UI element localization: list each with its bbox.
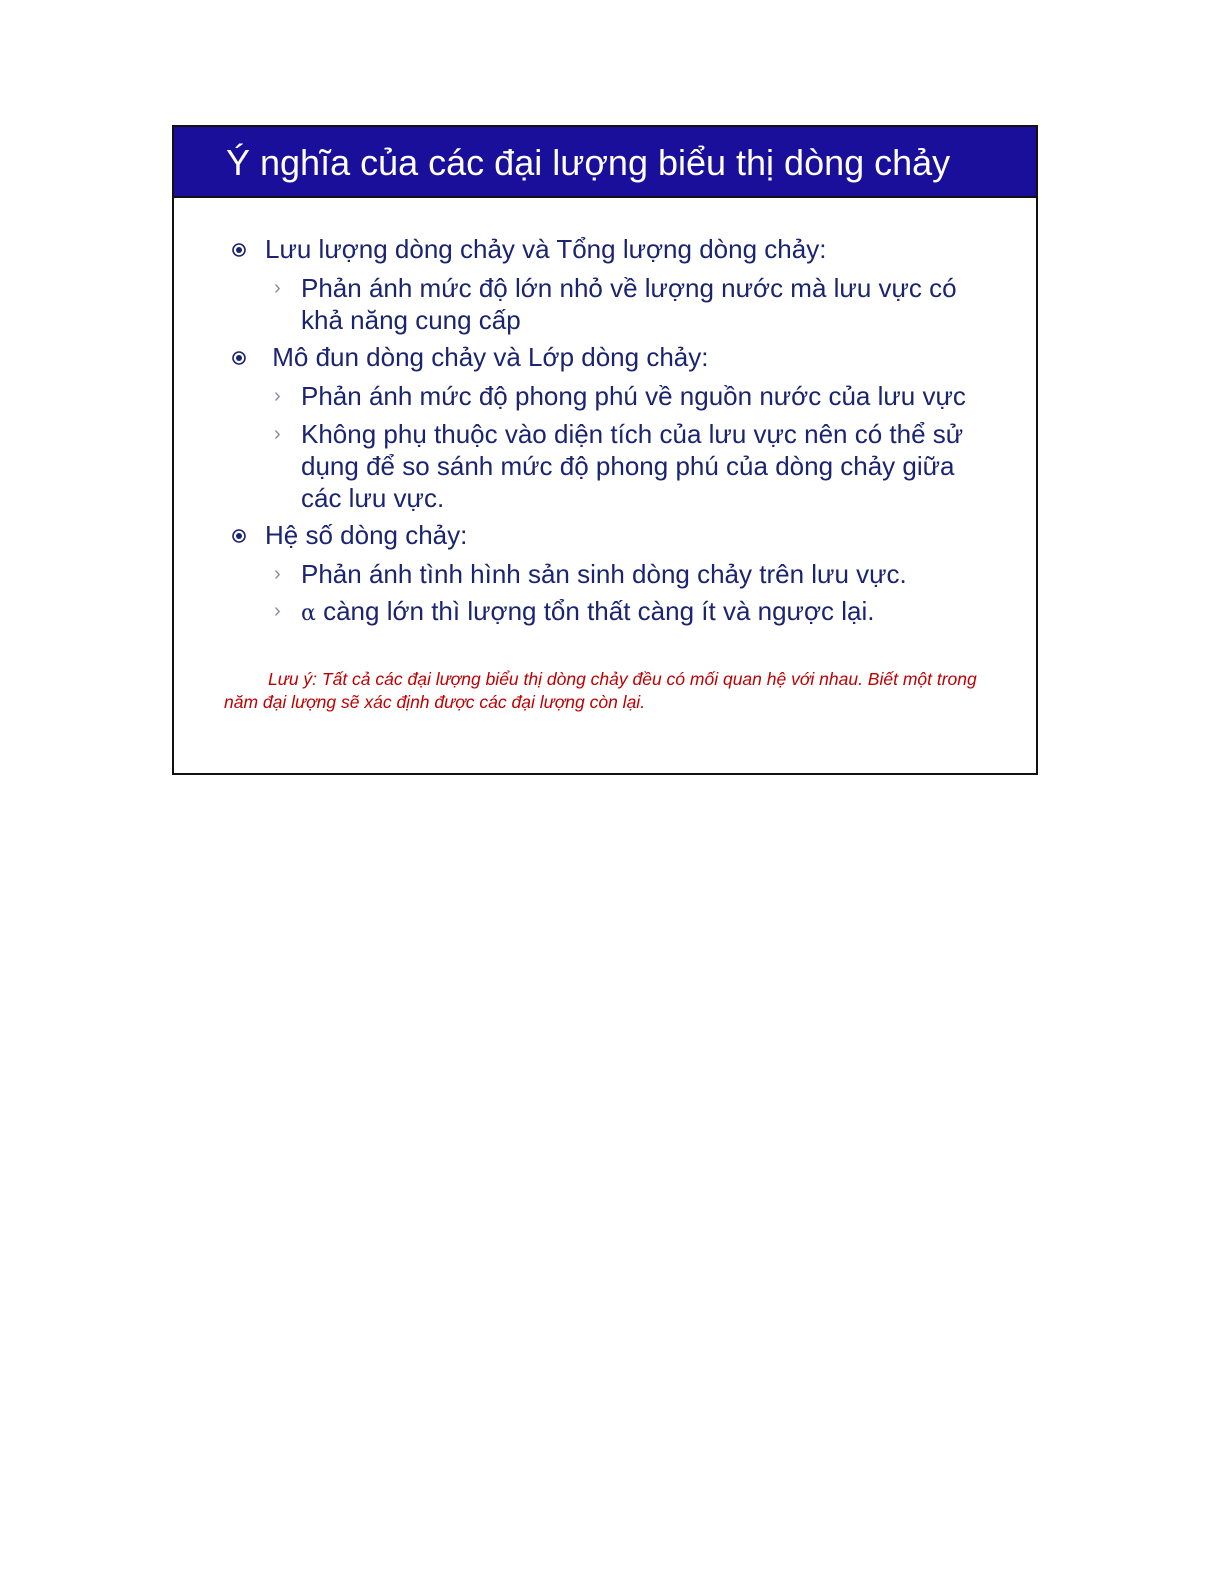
chevron-right-icon: › bbox=[274, 563, 281, 585]
chevron-right-icon: › bbox=[274, 423, 281, 445]
circled-dot-icon bbox=[231, 242, 247, 258]
sub-bullet-item bbox=[301, 595, 1001, 630]
sub-bullet-item: Phản ánh mức độ phong phú về nguồn nước của lưu vực bbox=[301, 381, 966, 411]
slide-title: Ý nghĩa của các đại lượng biểu thị dòng chảy bbox=[226, 142, 951, 183]
alpha-symbol: α bbox=[301, 601, 316, 626]
chevron-right-icon: › bbox=[274, 277, 281, 299]
note-text: Lưu ý: Tất cả các đại lượng biểu thị dòng chảy đều có mối quan hệ với nhau. Biết một trong năm đại lượng sẽ xác định được các đại lượng còn lại. bbox=[224, 669, 977, 712]
bullet-item: Lưu lượng dòng chảy và Tổng lượng dòng chảy: bbox=[265, 234, 827, 264]
sub-bullet-item: Phản ánh tình hình sản sinh dòng chảy trên lưu vực. bbox=[301, 559, 907, 589]
bullet-item: Hệ số dòng chảy: bbox=[265, 520, 468, 550]
chevron-right-icon: › bbox=[274, 385, 281, 407]
chevron-right-icon: › bbox=[274, 600, 281, 622]
slide bbox=[172, 125, 1038, 775]
slide-content bbox=[174, 127, 1036, 773]
sub-bullet-item: Không phụ thuộc vào diện tích của lưu vực nên có thể sử dụng để so sánh mức độ phong phú của dòng chảy giữa các lưu vực. bbox=[301, 419, 964, 513]
sub-bullet-text: càng lớn thì lượng tổn thất càng ít và ngược lại. bbox=[323, 596, 875, 626]
circled-dot-icon bbox=[231, 528, 247, 544]
circled-dot-icon bbox=[231, 350, 247, 366]
sub-bullet-item: Phản ánh mức độ lớn nhỏ về lượng nước mà lưu vực có khả năng cung cấp bbox=[301, 273, 957, 335]
bullet-item: Mô đun dòng chảy và Lớp dòng chảy: bbox=[265, 342, 709, 372]
